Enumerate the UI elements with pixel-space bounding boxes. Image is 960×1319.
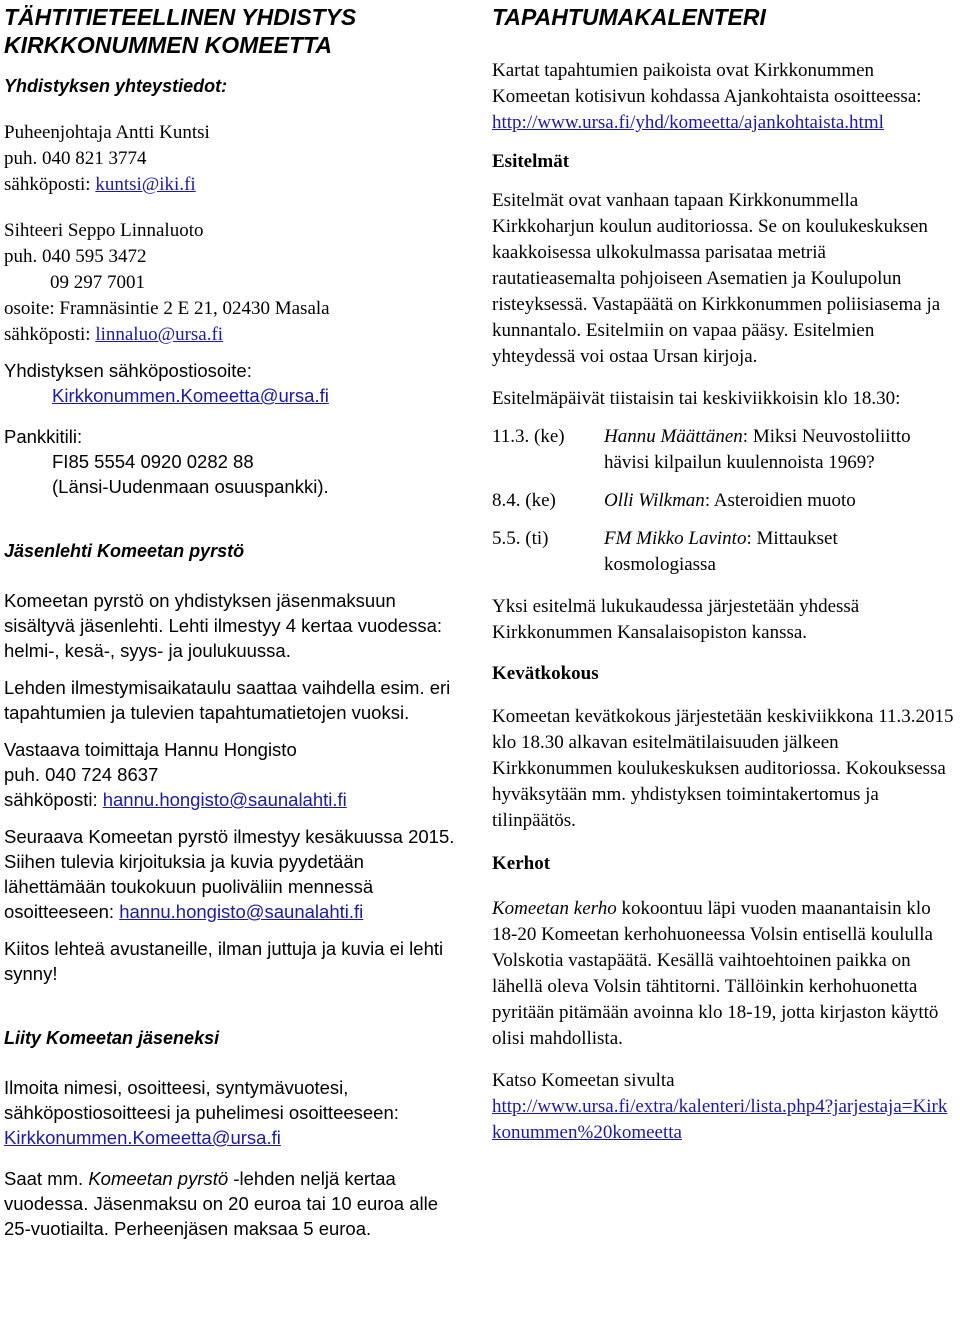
secretary-phone-2: 09 297 7001 [50,272,145,293]
chair-phone: puh. 040 821 3774 [4,148,147,169]
lectures-heading: Esitelmät [492,151,570,172]
org-title [4,3,466,59]
see-page-note: Katso Komeetan sivulta [492,1070,675,1091]
next-issue-email-link[interactable]: hannu.hongisto@saunalahti.fi [119,901,364,922]
chair-email-link[interactable]: kuntsi@iki.fi [95,174,196,195]
magazine-heading: Jäsenlehti Komeetan pyrstö [4,541,245,561]
right-column [492,0,954,1146]
lecture-topic: : Mittaukset kosmologiassa [604,528,838,575]
editor-email-row [4,787,466,812]
spring-meeting-text: Komeetan kevätkokous järjestetään keskiviikkona 11.3.2015 klo 18.30 alkavan esitelmätilaisuuden jälkeen Kirkkonummen koulukeskuksen auditoriossa. Kokouksessa hyväksytään mm. yhdistyksen toimintakertomus ja tilinpäätös. [492,706,954,831]
bank-account [4,424,466,499]
thanks-note: Kiitos lehteä avustaneille, ilman juttuja ja kuvia ei lehti synny! [4,938,444,984]
calendar-intro-text: Kartat tapahtumien paikoista ovat Kirkkonummen Komeetan kotisivun kohdassa Ajankohtaista osoitteessa: [492,60,922,107]
chair-email-label: sähköposti: [4,174,91,195]
lecture-title [604,488,954,514]
bank-iban: FI85 5554 0920 0282 88 [52,451,254,472]
next-issue-note [4,824,466,924]
secretary-name: Sihteeri Seppo Linnaluoto [4,220,204,241]
contact-heading: Yhdistyksen yhteystiedot: [4,76,228,96]
spring-meeting-heading: Kevätkokous [492,663,599,684]
calendar-title: TAPAHTUMAKALENTERI [492,4,766,30]
secretary-email-label: sähköposti: [4,324,91,345]
chair-email-row [4,172,466,198]
fee-details: -lehden neljä kertaa vuodessa. Jäsenmaksu on 20 euroa tai 10 euroa alle 25-vuotiailta. Perheenjäsen maksaa 5 euroa. [4,1168,439,1239]
lecture-speaker: FM Mikko Lavinto [604,528,747,549]
clubs-details: kokoontuu läpi vuoden maanantaisin klo 18-20 Komeetan kerhohuoneessa Volsin entisellä koululla Volskotia vastapäätä. Kesällä vaihtoehtoinen paikka on lähellä oleva Volsin tähtitorni. Tällöinkin kerhohuonetta pyritään pitämään avoinna klo 18-19, jotta kirjaston käyttö olisi mahdollista. [492,898,939,1049]
lecture-topic: : Asteroidien muoto [704,490,856,511]
membership-fee [4,1166,466,1241]
magazine-schedule-note: Lehden ilmestymisaikataulu saattaa vaihdella esim. eri tapahtumien ja tulevien tapahtumatietojen vuoksi. [4,677,451,723]
next-issue-text: Seuraava Komeetan pyrstö ilmestyy kesäkuussa 2015. Siihen tulevia kirjoituksia ja kuvia pyydetään lähettämään toukokuun puoliväliin mennessä osoitteeseen: [4,826,455,922]
lecture-date: 8.4. (ke) [492,490,556,511]
bank-label: Pankkitili: [4,426,83,447]
calendar-intro [492,58,954,136]
editor-name: Vastaava toimittaja Hannu Hongisto [4,739,297,760]
join-email-link[interactable]: Kirkkonummen.Komeetta@ursa.fi [4,1127,281,1148]
lecture-topic: : Miksi Neuvostoliitto hävisi kilpailun kuulennoista 1969? [604,426,911,473]
clubs-lead: Komeetan kerho [492,898,617,919]
bank-name: (Länsi-Uudenmaan osuuspankki). [52,476,329,497]
lecture-date: 11.3. (ke) [492,426,565,447]
fee-intro: Saat mm. [4,1168,84,1189]
join-email-row [4,1125,466,1150]
cooperation-note: Yksi esitelmä lukukaudessa järjestetään yhdessä Kirkkonummen Kansalaisopiston kanssa. [492,596,860,643]
lecture-title [604,424,954,476]
calendar-intro-link[interactable]: http://www.ursa.fi/yhd/komeetta/ajankohtaista.html [492,112,884,133]
editor-phone: puh. 040 724 8637 [4,764,159,785]
lecture-speaker: Olli Wilkman [604,490,705,511]
editor-email-label: sähköposti: [4,789,98,810]
left-column [4,0,466,1241]
lecture-title [604,526,954,578]
magazine-description: Komeetan pyrstö on yhdistyksen jäsenmaksuun sisältyvä jäsenlehti. Lehti ilmestyy 4 kertaa vuodessa: helmi-, kesä-, syys- ja joulukuussa. [4,590,443,661]
association-email-link[interactable]: Kirkkonummen.Komeetta@ursa.fi [52,385,329,406]
lecture-list [492,424,954,578]
clubs-text [492,896,954,1052]
org-title-line-1: TÄHTITIETEELLINEN YHDISTYS [4,4,357,30]
clubs-heading: Kerhot [492,853,551,874]
join-instructions: Ilmoita nimesi, osoitteesi, syntymävuotesi, sähköpostiosoitteesi ja puhelimesi osoitteeseen: [4,1077,399,1123]
lecture-date: 5.5. (ti) [492,528,549,549]
lecture-days: Esitelmäpäivät tiistaisin tai keskiviikkoisin klo 18.30: [492,388,901,409]
secretary-address: osoite: Framnäsintie 2 E 21, 02430 Masala [4,298,330,319]
lecture-item [492,424,954,476]
secretary-phone: puh. 040 595 3472 [4,246,147,267]
secretary-email-link[interactable]: linnaluo@ursa.fi [95,324,224,345]
fee-magazine-name: Komeetan pyrstö [88,1168,229,1189]
editor-contact [4,737,466,812]
secretary-contact [4,218,466,348]
association-email [4,358,466,408]
org-title-line-2: KIRKKONUMMEN KOMEETTA [4,32,332,58]
join-heading: Liity Komeetan jäseneksi [4,1028,220,1048]
chair-contact [4,120,466,198]
editor-email-link[interactable]: hannu.hongisto@saunalahti.fi [102,789,347,810]
lecture-item [492,488,954,514]
lectures-description: Esitelmät ovat vanhaan tapaan Kirkkonummella Kirkkoharjun koulun auditoriossa. Se on koulukeskuksen kaakkoisessa ulkokulmassa parisataa metriä rautatieasemalta pohjoiseen Asematien ja Koulupolun risteyksessä. Vastapäätä on Kirkkonummen poliisiasema ja kunnantalo. Esitelmiin on vapaa pääsy. Esitelmien yhteydessä voi ostaa Ursan kirjoja. [492,190,941,367]
lecture-speaker: Hannu Määttänen [604,426,743,447]
association-email-label: Yhdistyksen sähköpostiosoite: [4,360,252,381]
lecture-item [492,526,954,578]
chair-name: Puheenjohtaja Antti Kuntsi [4,122,210,143]
secretary-email-row [4,322,466,348]
calendar-link[interactable]: http://www.ursa.fi/extra/kalenteri/lista.php4?jarjestaja=Kirkkonummen%20komeetta [492,1096,948,1143]
calendar-link-row [492,1094,954,1146]
